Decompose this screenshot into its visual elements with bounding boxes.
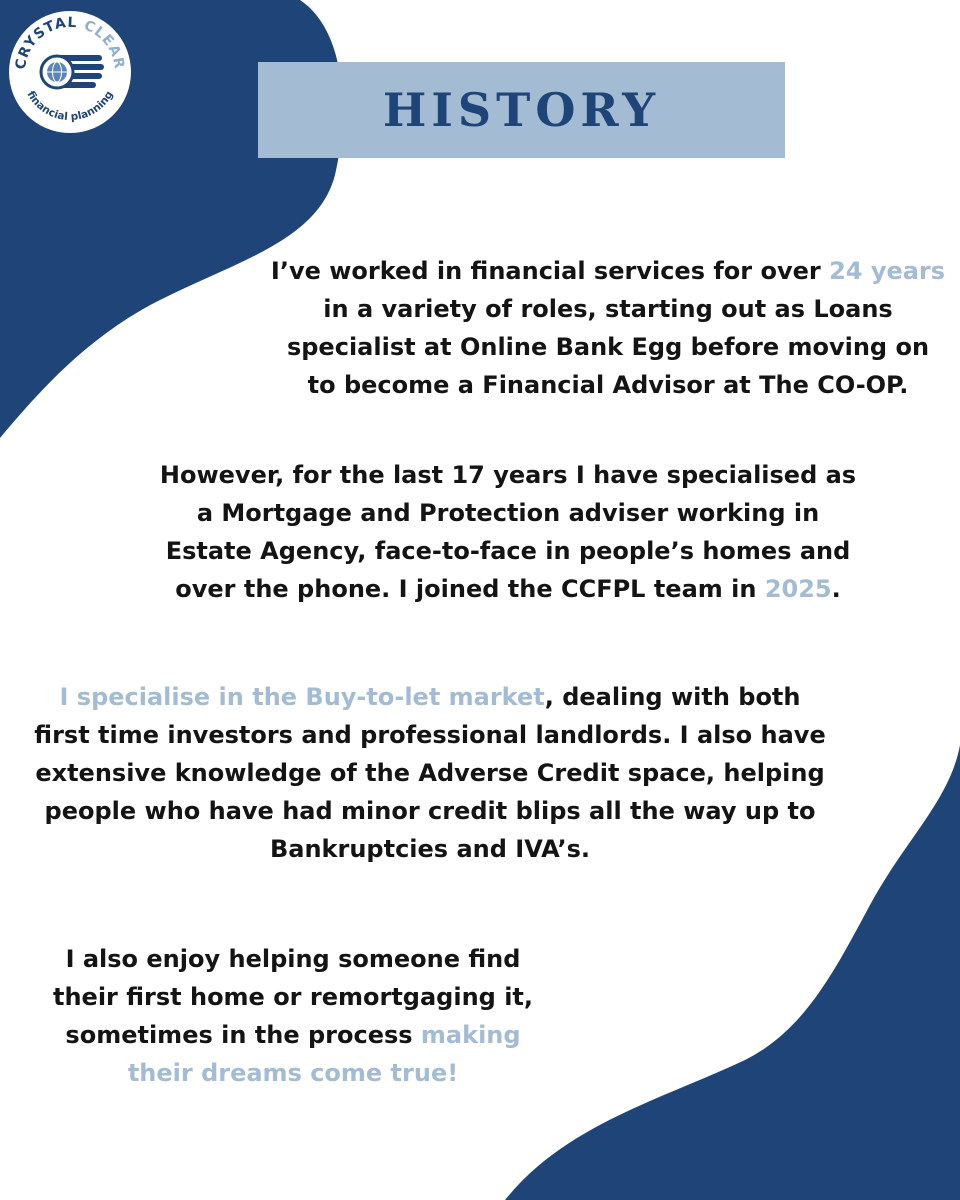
p1-text-c: in a variety of roles, starting out as Loans specialist at Online Bank Egg before moving on to become a Financial Advisor at The CO-OP. xyxy=(286,295,930,399)
paragraph-buy-to-let xyxy=(30,678,830,868)
page-title: HISTORY xyxy=(382,83,661,137)
p1-highlight-years: 24 years xyxy=(829,257,946,285)
p4-text-a: I also enjoy helping someone find their first home or remortgaging it, sometimes in the process xyxy=(52,945,534,1049)
logo-text-top-2: CLEAR xyxy=(81,17,128,71)
paragraph-career-start xyxy=(270,252,946,404)
p3-text-b: , dealing with both first time investors and professional landlords. I also have extensive knowledge of the Adverse Credit space, helping people who have had minor credit blips all the way up to Bankruptcies and IVA’s. xyxy=(34,683,826,863)
paragraph-specialisation xyxy=(150,456,866,608)
paragraph-first-home xyxy=(30,940,556,1092)
p4-highlight-dreams: making their dreams come true! xyxy=(127,1021,521,1087)
logo-text-bottom: financial planning xyxy=(24,88,116,124)
company-logo xyxy=(8,10,132,134)
p2-highlight-year: 2025 xyxy=(764,575,832,603)
p2-text-c: . xyxy=(831,575,841,603)
p1-text-a: I’ve worked in financial services for over xyxy=(270,257,830,285)
title-banner xyxy=(258,62,785,158)
p3-highlight-market: I specialise in the Buy-to-let market xyxy=(59,683,545,711)
p2-text-a: However, for the last 17 years I have specialised as a Mortgage and Protection adviser working in Estate Agency, face-to-face in people’s homes and over the phone. I joined the CCFPL team in xyxy=(159,461,857,603)
logo-text-top: CRYSTAL xyxy=(12,14,78,71)
